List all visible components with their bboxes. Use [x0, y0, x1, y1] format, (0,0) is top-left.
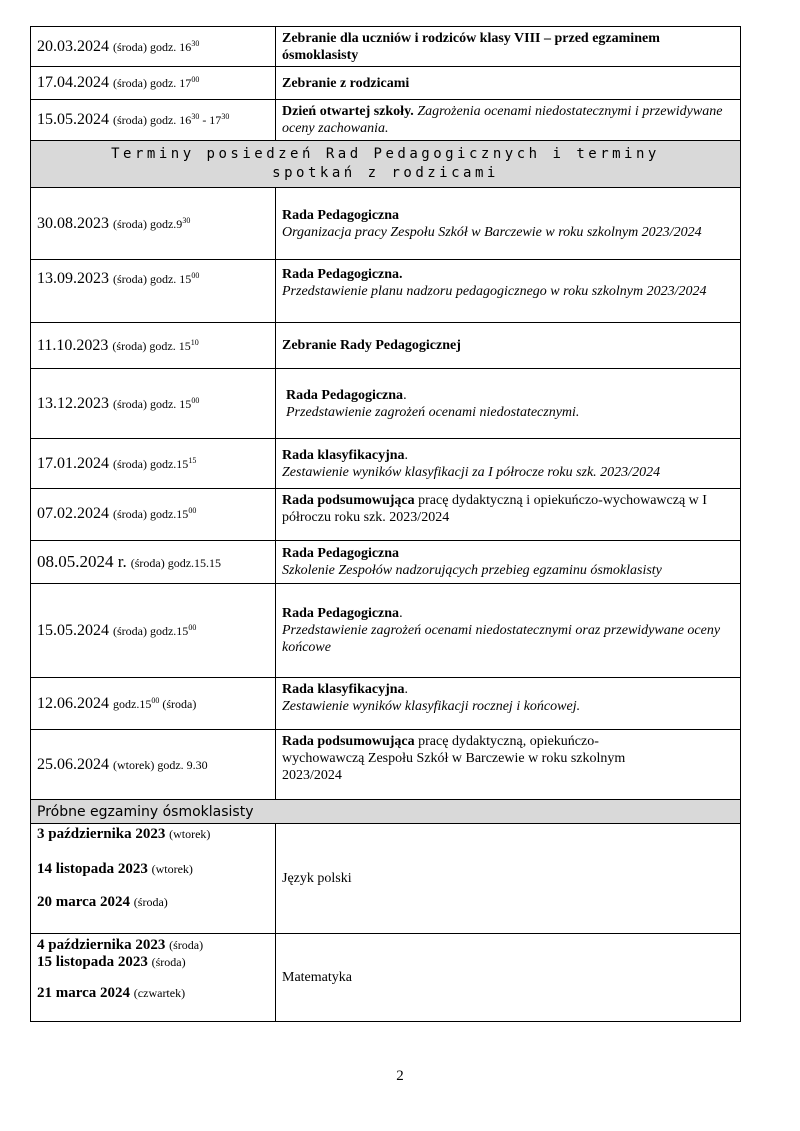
- table-row: [31, 730, 741, 800]
- table-row: [31, 541, 741, 584]
- date: 17.04.2024: [37, 74, 109, 91]
- date-cell: 17.01.2024 (środa) $godz.15^{15}$: [31, 439, 276, 489]
- exam-date: 4 października 2023 (środa): [37, 937, 204, 953]
- event-cell: Dzień otwartej szkoły. Zagrożenia ocenami niedostatecznymi i przewidywane oceny zachowania.: [276, 100, 741, 141]
- page-number: 2: [396, 1068, 404, 1084]
- exam-date: 21 marca 2024 (czwartek): [37, 985, 186, 1001]
- date-cell: [31, 100, 276, 141]
- event-cell: Rada klasyfikacyjna. Zestawienie wyników klasyfikacji za I półrocze roku szk. 2023/2024: [276, 439, 741, 489]
- date-cell: 11.10.2023 (środa) godz. $15^{10}$: [31, 323, 276, 369]
- date-cell: 07.02.2024 (środa) $godz.15^{00}$: [31, 489, 276, 541]
- table-row: [31, 100, 741, 141]
- date-cell: 25.06.2024 (wtorek) godz. 9.30: [31, 730, 276, 800]
- table-row: [31, 67, 741, 100]
- exam-dates-cell: [31, 824, 276, 934]
- table-row: [31, 800, 741, 824]
- table-row: [31, 824, 741, 934]
- table-row: [31, 369, 741, 439]
- date: 15.05.2024: [37, 111, 109, 128]
- date-cell: [31, 67, 276, 100]
- date-cell: [31, 27, 276, 67]
- time: (środa) godz. $16^{30}$: [113, 38, 200, 54]
- event-cell: Rada podsumowująca pracę dydaktyczną, opiekuńczo-wychowawczą Zespołu Szkół w Barczewie w roku szkolnym 2023/2024: [276, 730, 741, 800]
- event-cell: Zebranie dla uczniów i rodziców klasy VIII – przed egzaminem ósmoklasisty: [276, 27, 741, 67]
- date-cell: 13.12.2023 (środa) godz. $15^{00}$: [31, 369, 276, 439]
- table-row: [31, 260, 741, 323]
- exam-date: 20 marca 2024 (środa): [37, 894, 168, 910]
- exams-header: Próbne egzaminy ósmoklasisty: [31, 800, 741, 824]
- exam-date: 14 listopada 2023 (wtorek): [37, 861, 193, 877]
- event-cell: Rada Pedagogiczna. Przedstawienie planu nadzoru pedagogicznego w roku szkolnym 2023/2024: [276, 260, 741, 323]
- date-cell: 12.06.2024 $godz.15^{00}$ (środa): [31, 678, 276, 730]
- time: (środa) godz. $17^{00}$: [113, 75, 200, 90]
- table-row: [31, 678, 741, 730]
- event-cell: Zebranie z rodzicami: [276, 67, 741, 100]
- exam-date: 15 listopada 2023 (środa): [37, 954, 186, 970]
- exam-subject: Język polski: [276, 824, 741, 934]
- table-row: [31, 141, 741, 188]
- table-row: [31, 584, 741, 678]
- date-cell: 15.05.2024 (środa) $godz.15^{00}$: [31, 584, 276, 678]
- event-cell: Rada klasyfikacyjna. Zestawienie wyników klasyfikacji rocznej i końcowej.: [276, 678, 741, 730]
- exam-dates-cell: [31, 934, 276, 1022]
- event-cell: Rada Pedagogiczna Szkolenie Zespołów nadzorujących przebieg egzaminu ósmoklasisty: [276, 541, 741, 584]
- table-row: [31, 489, 741, 541]
- event-cell: Zebranie Rady Pedagogicznej: [276, 323, 741, 369]
- table-row: [31, 934, 741, 1022]
- schedule-page: [30, 26, 741, 1022]
- event-cell: Rada Pedagogiczna. Przedstawienie zagrożeń ocenami niedostatecznymi oraz przewidywane oceny końcowe: [276, 584, 741, 678]
- event-cell: Rada Pedagogiczna. Przedstawienie zagrożeń ocenami niedostatecznymi.: [276, 369, 741, 439]
- table-row: [31, 439, 741, 489]
- exam-subject: Matematyka: [276, 934, 741, 1022]
- table-row: [31, 323, 741, 369]
- date-cell: 30.08.2023 (środa) $godz.9^{30}$: [31, 188, 276, 260]
- event-cell: Rada podsumowująca pracę dydaktyczną i opiekuńczo-wychowawczą w I półroczu roku szk. 2023/2024: [276, 489, 741, 541]
- event-cell: Rada Pedagogiczna Organizacja pracy Zespołu Szkół w Barczewie w roku szkolnym 2023/2024: [276, 188, 741, 260]
- section-header: Terminy posiedzeń Rad Pedagogicznych i terminy spotkań z rodzicami: [31, 141, 741, 188]
- table-row: [31, 188, 741, 260]
- date-cell: 13.09.2023 (środa) godz. $15^{00}$: [31, 260, 276, 323]
- date-cell: 08.05.2024 r. (środa) godz.15.15: [31, 541, 276, 584]
- date: 20.03.2024: [37, 37, 109, 55]
- schedule-table: [30, 26, 741, 1022]
- time: (środa) godz. $16^{30} - 17^{30}$: [113, 112, 230, 127]
- exam-date: 3 października 2023 (wtorek): [37, 826, 211, 842]
- table-row: [31, 27, 741, 67]
